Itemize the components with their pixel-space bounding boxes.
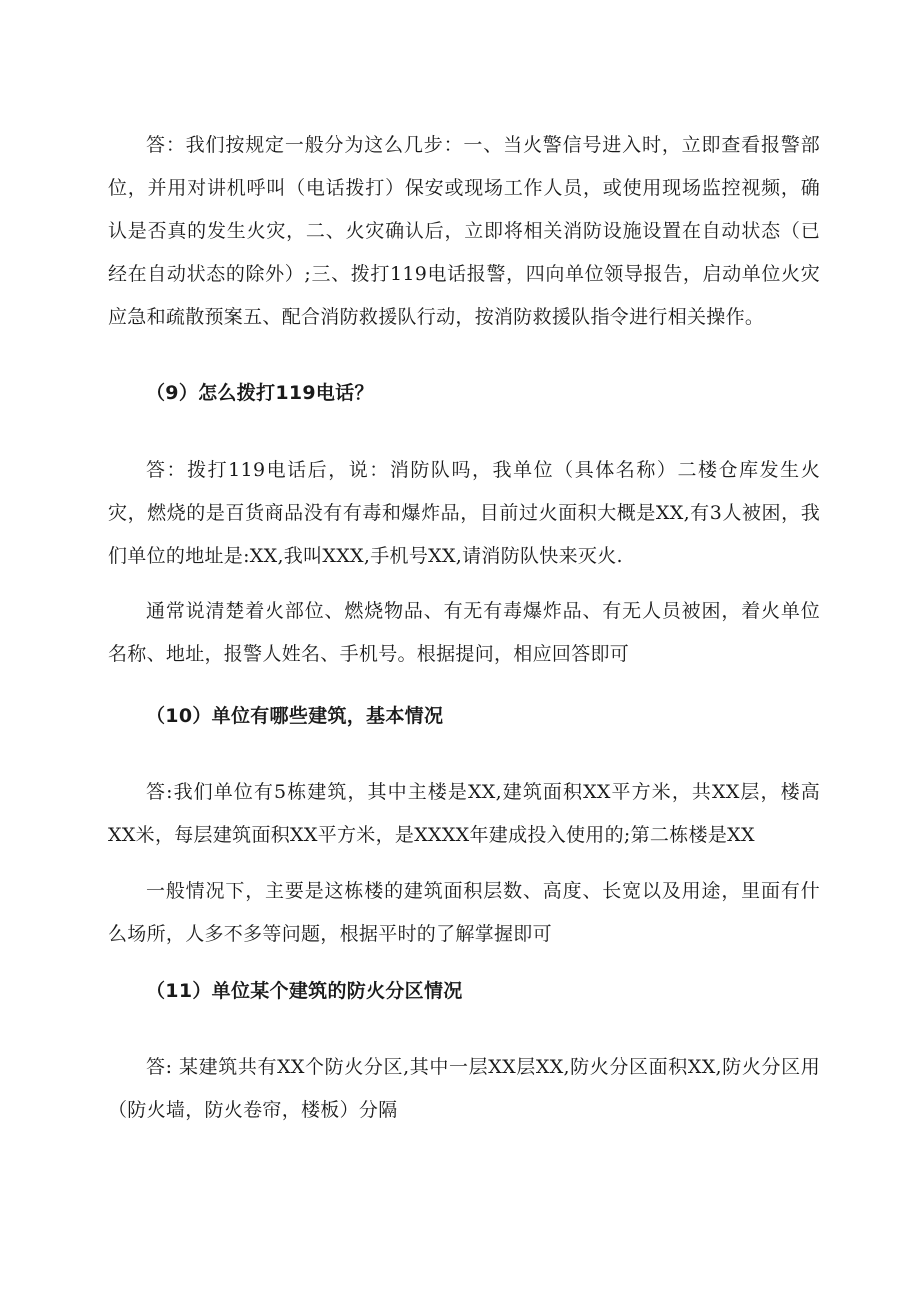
answer-paragraph-alarm-steps: 答：我们按规定一般分为这么几步：一、当火警信号进入时，立即查看报警部位，并用对讲机呼叫（电话拨打）保安或现场工作人员，或使用现场监控视频，确认是否真的发生火灾，二、火灾确认后，立即将相关消防设施设置在自动状态（已经在自动状态的除外）;三、拨打119电话报警，四向单位领导报告，启动单位火灾应急和疏散预案五、配合消防救援队行动，按消防救援队指令进行相关操作。: [108, 134, 820, 328]
answer-paragraph-call-119: 答：拨打119电话后，说：消防队吗，我单位（具体名称）二楼仓库发生火灾，燃烧的是百货商品没有有毒和爆炸品，目前过火面积大概是XX,有3人被困，我们单位的地址是:XX,我叫XXX,手机号XX,请消防队快来灭火.: [108, 459, 820, 567]
note-paragraph-call-119: 通常说清楚着火部位、燃烧物品、有无有毒爆炸品、有无人员被困，着火单位名称、地址，报警人姓名、手机号。根据提问，相应回答即可: [108, 600, 820, 665]
question-heading-9: （9）怎么拨打119电话？: [146, 382, 374, 404]
question-heading-10: （10）单位有哪些建筑，基本情况: [146, 705, 444, 727]
question-heading-11: （11）单位某个建筑的防火分区情况: [146, 980, 463, 1002]
answer-paragraph-buildings: 答:我们单位有5栋建筑，其中主楼是XX,建筑面积XX平方米，共XX层，楼高XX米，每层建筑面积XX平方米，是XXXX年建成投入使用的;第二栋楼是XX: [108, 781, 820, 846]
note-paragraph-buildings: 一般情况下，主要是这栋楼的建筑面积层数、高度、长宽以及用途，里面有什么场所，人多不多等问题，根据平时的了解掌握即可: [108, 880, 820, 945]
answer-paragraph-fire-zones: 答: 某建筑共有XX个防火分区,其中一层XX层XX,防火分区面积XX,防火分区用（防火墙，防火卷帘，楼板）分隔: [108, 1056, 820, 1121]
